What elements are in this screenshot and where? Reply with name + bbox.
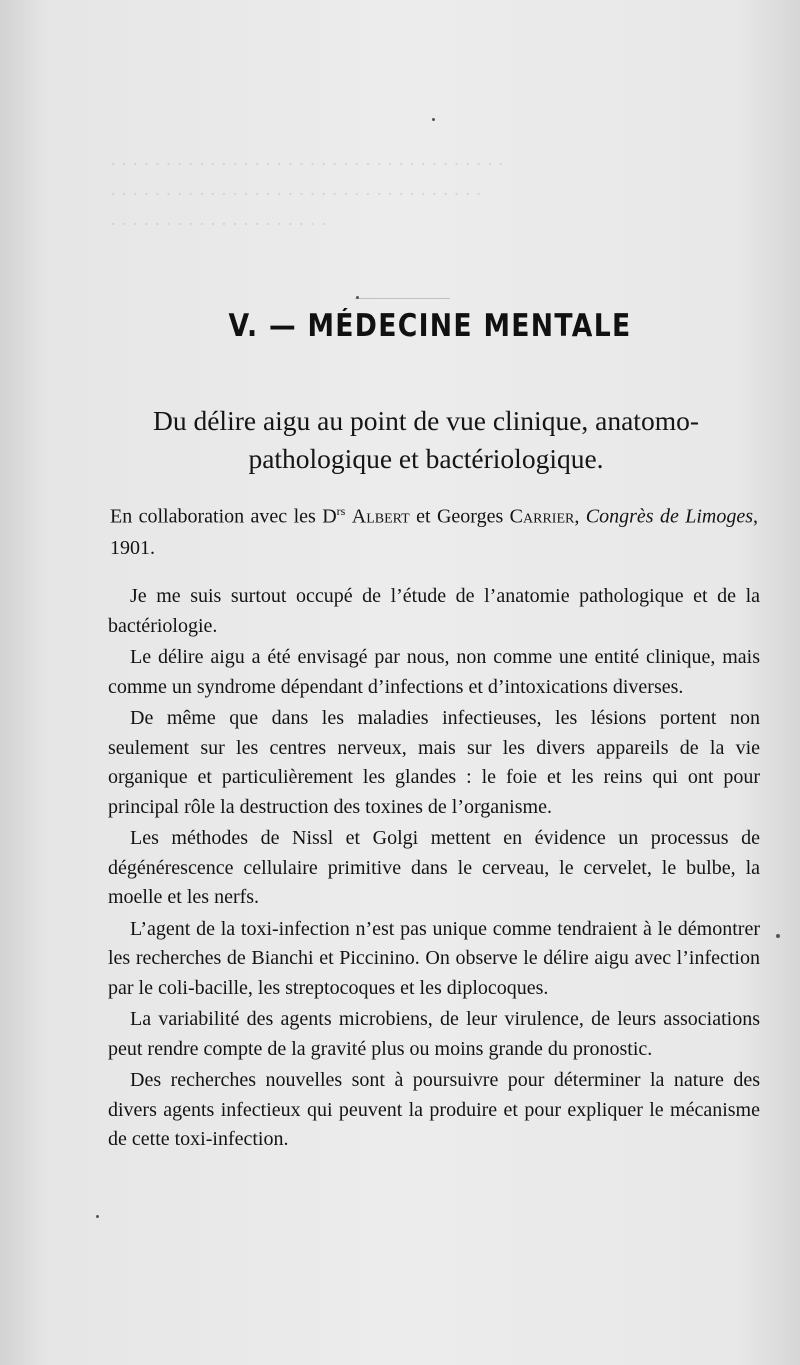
collab-sep: , <box>574 505 586 528</box>
paragraph: De même que dans les maladies infectieuses, les lésions portent non seulement sur les centres nerveux, mais sur les divers appareils de la vie organique et particulièrement les glandes : le foie et les reins qui ont pour principal rôle la destruction des toxines de l’organisme. <box>108 707 760 818</box>
collab-venue: Congrès de Limoges <box>585 505 754 528</box>
collab-year: , 1901. <box>110 505 759 559</box>
collab-prefix: En collaboration avec les D <box>110 505 337 528</box>
paragraph: Le délire aigu a été envisagé par nous, non comme une entité clinique, mais comme un syndrome dépendant d’infections et d’intoxications diverses. <box>108 646 760 698</box>
collab-sup: rs <box>336 504 346 518</box>
paper-speck <box>356 296 359 299</box>
collaboration-note <box>110 496 758 564</box>
paper-speck <box>432 118 435 121</box>
collab-name-albert: Albert <box>351 505 410 528</box>
section-title: V. — MÉDECINE MENTALE <box>228 308 632 344</box>
paragraph: Des recherches nouvelles sont à poursuivre pour déterminer la nature des divers agents infectieux qui peuvent la produire et pour expliquer le mécanisme de cette toxi-infection. <box>108 1069 760 1150</box>
paragraph: L’agent de la toxi-infection n’est pas unique comme tendraient à le démontrer les recherches de Bianchi et Piccinino. On observe le délire aigu avec l’infection par le coli-bacille, les streptocoques et les diplocoques. <box>108 917 760 999</box>
paper-speck <box>96 1215 99 1218</box>
paragraph: Les méthodes de Nissl et Golgi mettent en évidence un processus de dégénérescence cellulaire primitive dans le cerveau, le cervelet, le bulbe, la moelle et les nerfs. <box>108 827 760 908</box>
collab-name-carrier: Carrier <box>509 505 575 528</box>
body-text <box>108 582 760 1157</box>
paper-speck <box>776 934 780 938</box>
paragraph: La variabilité des agents microbiens, de leur virulence, de leurs associations peut rendre compte de la gravité plus ou moins grande du pronostic. <box>108 1008 760 1060</box>
work-title: Du délire aigu au point de vue clinique, anatomo-pathologique et bactériologique. <box>152 405 699 474</box>
ghost-rule <box>355 298 450 299</box>
show-through-text: · · · · · · · · · · · · · · · · · · · · · · · · · · · · · · · · · · · · · · · · · · · · · · · · · · · · · · · · · · · · · · · · · · · · · · · · · · · · · · · · · · · · · · · · · · <box>110 154 505 235</box>
collab-mid: et Georges <box>409 505 510 528</box>
paragraph: Je me suis surtout occupé de l’étude de l’anatomie pathologique et de la bactériologie. <box>108 585 760 637</box>
